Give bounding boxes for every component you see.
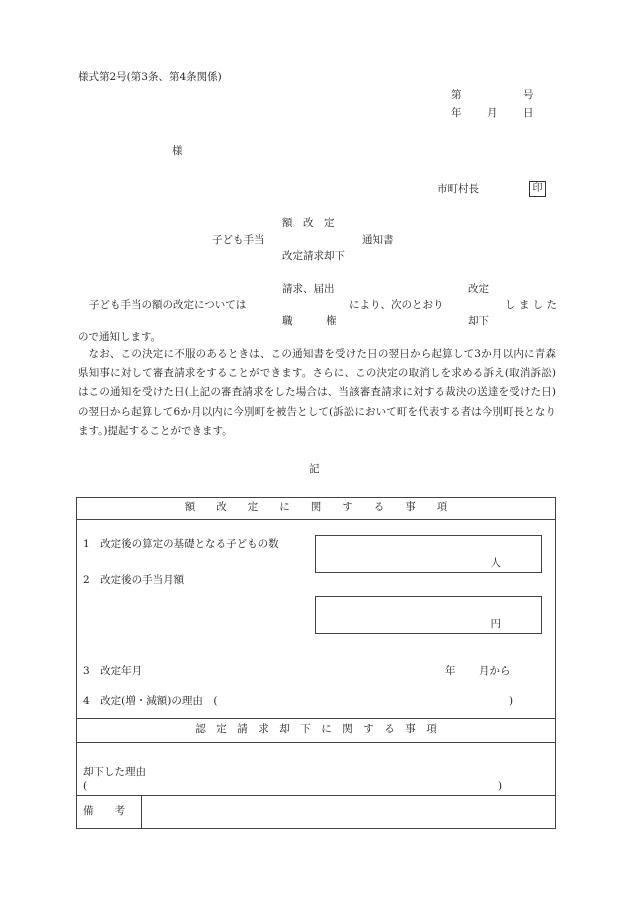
item3-month-from: 月から	[479, 665, 511, 677]
rejection-label: 却下した理由	[83, 766, 146, 778]
body-suffix: し ま し た	[505, 299, 558, 311]
form-label: 様式第2号(第3条、第4条関係)	[78, 71, 222, 83]
body-middle: により、次のとおり	[349, 299, 444, 311]
monthly-amount-unit: 円	[490, 618, 501, 631]
appeal-paragraph: なお、この決定に不服のあるときは、この通知書を受けた日の翌日から起算して3か月以内に青森県知事に対して審査請求をすることができます。さらに、この決定の取消しを求める訴え(取消訴訟)はこの通知を受けた日(上記の審査請求をした場合は、当該審査請求に対する裁決の送達を受けた日)の翌日から起算して6か月以内に今別町を被告として(訴訟において町を代表する者は今別町長となります。)提起することができます。	[78, 348, 556, 437]
date-year: 年	[451, 107, 462, 119]
section2-header-divider	[77, 742, 555, 743]
doc-number-go: 号	[523, 89, 534, 101]
remarks-field[interactable]	[142, 796, 555, 828]
addressee-suffix: 様	[172, 145, 183, 157]
section2-top-divider	[77, 718, 555, 719]
body-request-top: 請求、届出	[282, 283, 335, 295]
body-decision-bottom: 却下	[468, 315, 489, 327]
remarks-label: 備 考	[83, 805, 125, 817]
children-count-box[interactable]	[315, 535, 542, 573]
item2-label: 2 改定後の手当月額	[83, 574, 185, 586]
rejection-open-paren: (	[83, 780, 88, 792]
section1-header: 額 改 定 に 関 す る 事 項	[184, 501, 448, 513]
notice-title-option-top: 額 改 定	[282, 217, 335, 229]
notice-title-left: 子ども手当	[212, 234, 265, 246]
item4-close-paren: )	[509, 695, 514, 707]
item1-label: 1 改定後の算定の基礎となる子どもの数	[83, 538, 279, 550]
seal-stamp: 印	[529, 181, 546, 197]
body-decision-top: 改定	[468, 283, 489, 295]
ki-label: 記	[309, 463, 320, 475]
monthly-amount-box[interactable]	[315, 596, 542, 634]
item3-label: 3 改定年月	[83, 665, 143, 677]
body-request-bottom-1: 職	[282, 315, 293, 327]
doc-number-dai: 第	[451, 89, 462, 101]
children-count-unit: 人	[490, 557, 501, 570]
date-month: 月	[487, 107, 498, 119]
details-table	[76, 497, 556, 829]
issuer-title: 市町村長	[437, 183, 479, 195]
body-prefix: 子ども手当の額の改定については	[89, 299, 247, 311]
body-request-bottom-2: 権	[326, 315, 337, 327]
date-day: 日	[523, 107, 534, 119]
notice-title-right: 通知書	[362, 234, 394, 246]
item4-label: 4 改定(増・減額)の理由 (	[83, 695, 218, 707]
rejection-close-paren: )	[498, 780, 503, 792]
section1-header-divider	[77, 519, 555, 520]
section2-header: 認 定 請 求 却 下 に 関 す る 事 項	[195, 723, 437, 735]
body-line2: ので通知します。	[78, 331, 162, 343]
item3-year: 年	[445, 665, 456, 677]
notice-title-option-bottom: 改定請求却下	[282, 250, 345, 262]
